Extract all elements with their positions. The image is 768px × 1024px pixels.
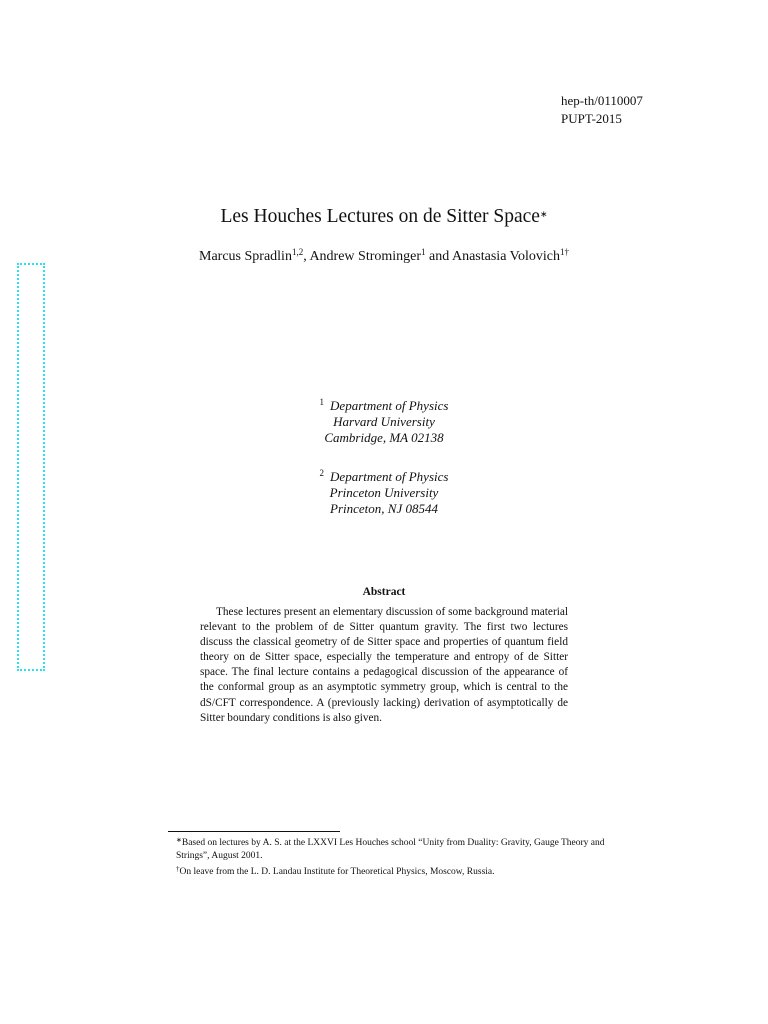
paper-title-text: Les Houches Lectures on de Sitter Space bbox=[220, 206, 540, 227]
affiliation-line: $^1$ Department of Physics bbox=[319, 397, 449, 413]
author-separator: and bbox=[425, 249, 452, 264]
abstract-heading: Abstract bbox=[362, 586, 406, 598]
footnote-text: Based on lectures by A. S. at the LXXVI Les Houches school “Unity from Duality: Gravity, Gauge Theory and Strings”, August 2001. bbox=[176, 838, 605, 861]
author-name: Andrew Strominger bbox=[309, 249, 422, 264]
footnote-mark: ∗ bbox=[176, 836, 182, 844]
abstract-text: These lectures present an elementary discussion of some background material relevant to the problem of de Sitter quantum gravity. The first two lectures discuss the classical geometry of de Sitter space and properties of quantum field theory on de Sitter space, especially the temperature and entropy of de Sitter space. The final lecture contains a pedagogical discussion of the appearance of the conformal group as an asymptotic symmetry group, which is central to the dS/CFT correspondence. A (previously lacking) derivation of asymptotically de Sitter boundary conditions is also given. bbox=[200, 606, 568, 724]
author-affil-mark: 1 bbox=[421, 247, 426, 257]
affiliation-number: 1 bbox=[319, 397, 325, 407]
affiliation-line: $^2$ Department of Physics bbox=[319, 468, 449, 484]
footnote-text: On leave from the L. D. Landau Institute for Theoretical Physics, Moscow, Russia. bbox=[179, 867, 495, 877]
author-list bbox=[0, 249, 768, 265]
footnote-item bbox=[168, 834, 608, 863]
affiliation-harvard bbox=[0, 394, 768, 446]
affiliation-line: Harvard University bbox=[333, 414, 435, 429]
title-footnote-mark: ∗ bbox=[539, 209, 548, 219]
footnote-item bbox=[168, 863, 608, 879]
report-numbers bbox=[561, 92, 643, 128]
footnote-rule bbox=[168, 831, 340, 832]
footnotes bbox=[168, 834, 608, 879]
report-number-pupt: PUPT-2015 bbox=[561, 111, 622, 126]
author-affil-mark: 1,2 bbox=[291, 247, 304, 257]
author-separator: , bbox=[303, 249, 310, 264]
author-name: Anastasia Volovich bbox=[451, 249, 560, 264]
affiliation-line: Princeton University bbox=[329, 485, 439, 500]
affiliation-princeton bbox=[0, 465, 768, 517]
affiliation-line: Princeton, NJ 08544 bbox=[330, 501, 438, 516]
report-number-arxiv: hep-th/0110007 bbox=[561, 93, 643, 108]
affiliation-number: 2 bbox=[319, 468, 325, 478]
affiliation-line: Cambridge, MA 02138 bbox=[324, 430, 444, 445]
author-affil-mark: 1† bbox=[559, 247, 569, 257]
author-name: Marcus Spradlin bbox=[199, 249, 292, 264]
footnote-mark: † bbox=[176, 865, 180, 873]
paper-title bbox=[0, 206, 768, 228]
